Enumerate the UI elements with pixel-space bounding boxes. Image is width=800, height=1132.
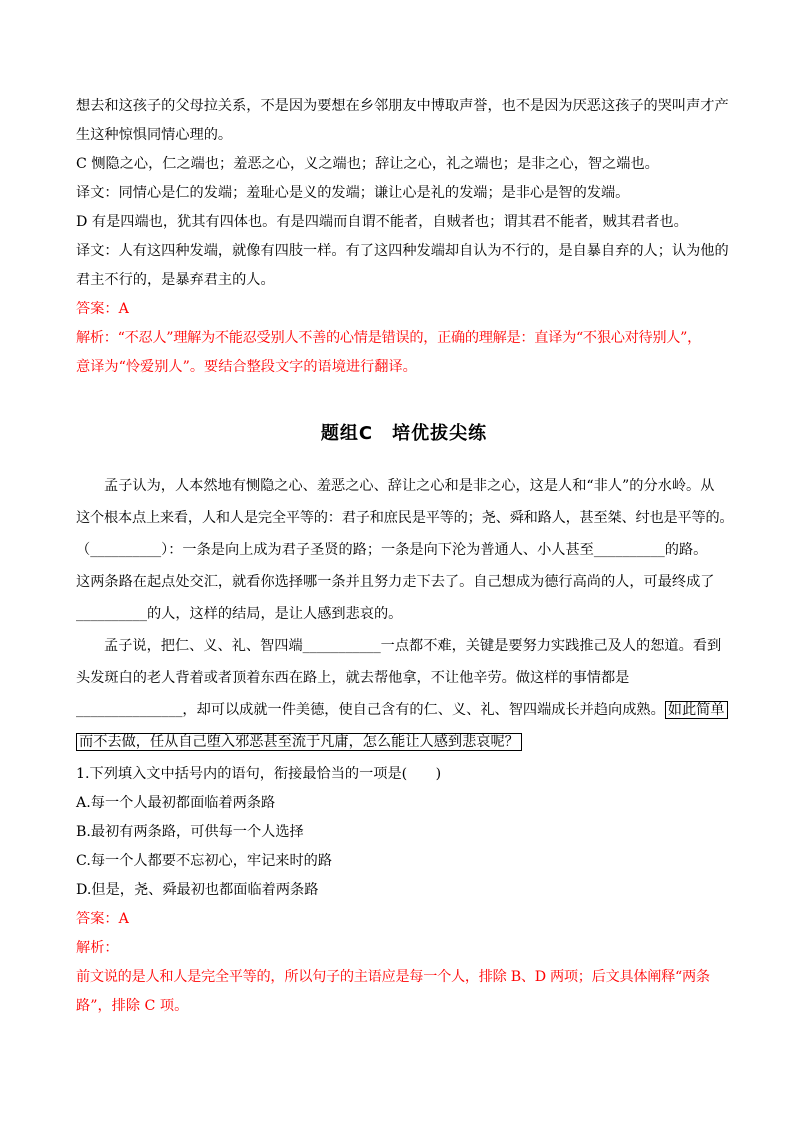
- passage-line: __________的人，这样的结局，是让人感到悲哀的。: [76, 606, 403, 622]
- option-b: B.最初有两条路，可供每一个人选择: [76, 824, 304, 840]
- intro-line: 生这种惊惧同情心理的。: [76, 127, 233, 143]
- option-a: A.每一个人最初都面临着两条路: [76, 795, 276, 811]
- intro-line: 译文：同情心是仁的发端；羞耻心是义的发端；谦让心是礼的发端；是非心是智的发端。: [76, 185, 630, 201]
- intro-line: 想去和这孩子的父母拉关系，不是因为要想在乡邻朋友中博取声誉，也不是因为厌恶这孩子的哭叫声才产: [76, 98, 729, 114]
- analysis-line: 解析：“不忍人”理解为不能忍受别人不善的心情是错误的，正确的理解是：直译为“不狠心对待别人”，: [76, 330, 701, 346]
- passage-line: 头发斑白的老人背着或者顶着东西在路上，就去帮他拿，不让他辛劳。做这样的事情都是: [76, 670, 630, 686]
- option-d: D.但是，尧、舜最初也都面临着两条路: [76, 882, 319, 898]
- passage-line-with-box: [76, 694, 732, 726]
- analysis-1: [76, 324, 732, 382]
- analysis-line: 意译为“怜爱别人”。要结合整段文字的语境进行翻译。: [76, 359, 417, 375]
- boxed-text-start: 如此简单: [665, 701, 728, 719]
- document-page: [76, 92, 732, 1021]
- intro-line: 译文：人有这四种发端，就像有四肢一样。有了这四种发端却自认为不行的，是自暴自弃的人；认为他的: [76, 243, 729, 259]
- analysis-2: [76, 963, 732, 1021]
- section-title: 题组C 培优拔尖练: [320, 423, 488, 444]
- intro-line: D 有是四端也，犹其有四体也。有是四端而自谓不能者，自贼者也；谓其君不能者，贼其君者也。: [76, 214, 688, 230]
- question-stem: 1.下列填入文中括号内的语句，衔接最恰当的一项是( ): [76, 766, 442, 782]
- boxed-text-end: 而不去做，任从自己堕入邪恶甚至流于凡庸，怎么能让人感到悲哀呢？: [76, 733, 522, 751]
- passage-line: 孟子认为，人本然地有恻隐之心、羞恶之心、辞让之心和是非之心，这是人和“非人”的分水岭。从: [104, 478, 715, 494]
- analysis-line: 前文说的是人和人是完全平等的，所以句子的主语应是每一个人，排除 B、D 两项；后文具体阐释“两条: [76, 969, 710, 985]
- option-c: C.每一个人都要不忘初心，牢记来时的路: [76, 853, 333, 869]
- passage-line: 孟子说，把仁、义、礼、智四端___________一点都不难，关键是要努力实践推己及人的恕道。看到: [104, 638, 722, 654]
- intro-block: [76, 92, 732, 295]
- intro-line: C 恻隐之心，仁之端也；羞恶之心，义之端也；辞让之心，礼之端也；是非之心，智之端也。: [76, 156, 659, 172]
- passage-line: 这个根本点上来看，人和人是完全平等的：君子和庶民是平等的；尧、舜和路人，甚至桀、纣也是平等的。: [76, 510, 734, 526]
- passage-line-boxed: [76, 726, 732, 758]
- analysis-line: 路”，排除 C 项。: [76, 998, 189, 1014]
- intro-line: 君主不行的，是暴弃君主的人。: [76, 272, 275, 288]
- options-list: [76, 789, 732, 905]
- passage-text: _______________，却可以成就一件美德，使自己含有的仁、义、礼、智四端成长并趋向成熟。: [76, 702, 665, 718]
- analysis-2-label: 解析：: [76, 940, 119, 956]
- passage-line: 这两条路在起点处交汇，就看你选择哪一条并且努力走下去了。自己想成为德行高尚的人，可最终成了: [76, 574, 715, 590]
- passage-line: （__________）：一条是向上成为君子圣贤的路；一条是向下沦为普通人、小人甚至__________的路。: [76, 542, 708, 558]
- answer-1: 答案：A: [76, 301, 129, 317]
- answer-2: 答案：A: [76, 911, 129, 927]
- reading-passage: [76, 470, 732, 758]
